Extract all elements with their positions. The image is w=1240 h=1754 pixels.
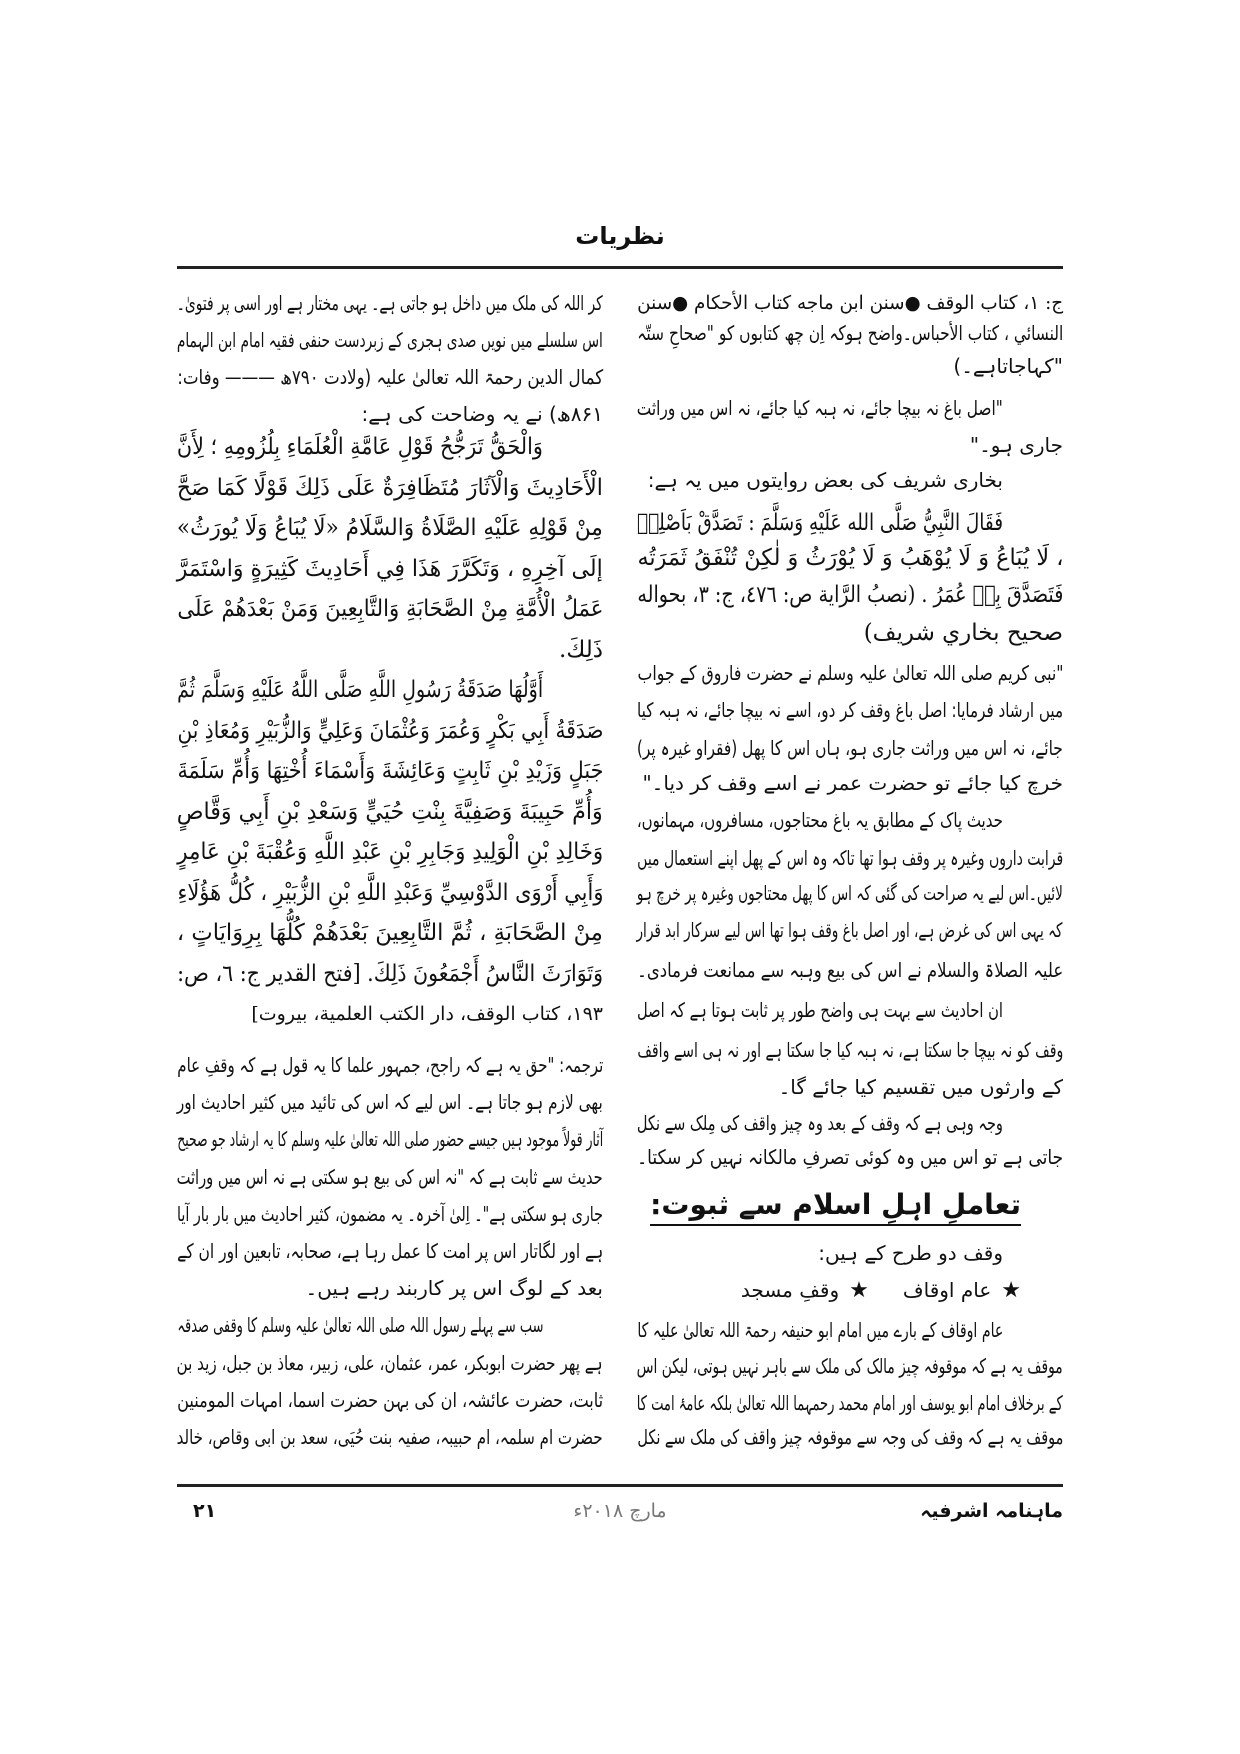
- line-text: "کہاجاتاہے۔): [953, 354, 1063, 378]
- text-line: [177, 1199, 603, 1229]
- line-text: حدیث سے ثابت ہے کہ "نہ اس کی بیع ہو سکتی ہے نہ اس میں وراثت: [176, 1164, 603, 1189]
- text-line: [177, 1087, 603, 1117]
- text-line: [637, 733, 1063, 763]
- text-line: [637, 995, 1063, 1025]
- line-text: آثار قولاً موجود ہیں جیسے حضور صلی اللہ تعالیٰ علیہ وسلم کا یہ ارشاد جو صحیح: [176, 1127, 603, 1152]
- line-text: فَتَصَدَّقَ بِهٖ عُمَرُ . (نصبُ الرَّاية ص: ٤٧٦، ج: ٣، بحواله: [637, 582, 1063, 608]
- line-text: وَأُمِّ حَبِيبَةَ وَصَفِيَّةَ بِنْتِ حُيَيٍّ وَسَعْدِ بْنِ أَبِي وَقَّاصٍ: [176, 798, 603, 825]
- line-text: أَوَّلُهَا صَدَقَةُ رَسُولِ اللَّهِ صَلَّى اللَّهُ عَلَيْهِ وَسَلَّمَ ثُمَّ: [176, 677, 543, 703]
- text-line: [177, 362, 603, 392]
- line-text: صحيح بخاري شريف): [863, 620, 1063, 646]
- line-text: النسائي ، کتاب الأحباس۔واضح ہوکہ اِن چھ کتابوں کو "صحاحِ ستّہ: [637, 321, 1063, 345]
- right-column: [637, 0, 1063, 1754]
- text-line: [637, 351, 1063, 381]
- line-text: ان احادیث سے بہت ہی واضح طور پر ثابت ہوتا ہے کہ اصل: [637, 998, 1003, 1022]
- text-line: [177, 833, 603, 871]
- line-text: وجہ وہی ہے کہ وقف کے بعد وہ چیز واقف کی مِلک سے نکل: [636, 1111, 1003, 1135]
- text-line: [637, 318, 1063, 348]
- text-line: [177, 671, 603, 709]
- line-text: مِنْ قَوْلِهِ عَلَيْهِ الصَّلَاةُ وَالسَّلَامُ «لَا يُبَاعُ وَلَا يُورَثُ»: [177, 515, 603, 541]
- text-line: [177, 999, 603, 1029]
- line-text: بھی لازم ہو جاتا ہے۔ اس لیے کہ اس کی تائید میں کثیر احادیث اور: [177, 1090, 603, 1115]
- line-text: خرچ کیا جائے تو حضرت عمر نے اسے وقف کر دیا۔": [642, 771, 1063, 795]
- text-line: [177, 428, 603, 466]
- line-text: بخاری شریف کی بعض روایتوں میں یہ ہے:: [647, 468, 1003, 492]
- text-line: [637, 465, 1063, 495]
- line-text: موقف یہ ہے کہ وقف کی وجہ سے موقوفہ چیز واقف کی ملک سے نکل: [636, 1425, 1063, 1449]
- line-text: الْأَحَادِيثَ وَالْآثَارَ مُتَظَافِرَةٌ عَلَى ذَلِكَ قَوْلًا كَمَا صَحَّ: [176, 474, 603, 501]
- line-text: جاری ہو سکتی ہے"۔ اِلیٰ آخرہ۔ یہ مضمون، کثیر احادیث میں بار بار آیا: [176, 1201, 603, 1226]
- line-text: حدیث پاک کے مطابق یہ باغ محتاجوں، مسافروں، مہمانوں،: [637, 808, 1003, 832]
- text-line: [637, 1315, 1063, 1345]
- line-text: وَتَوَارَثَ النَّاسُ أَجْمَعُونَ ذَلِكَ. [فتح القدير ج: ٦، ص:: [177, 960, 603, 987]
- line-text: جاتی ہے تو اس میں وہ کوئی تصرفِ مالکانہ نہیں کر سکتا۔: [637, 1145, 1063, 1169]
- text-line: [177, 1422, 603, 1452]
- text-line: [637, 288, 1063, 318]
- text-line: [637, 915, 1063, 945]
- text-line: [177, 1348, 603, 1378]
- footer-rule: [177, 1484, 1063, 1487]
- text-line: [177, 399, 603, 429]
- text-line: [177, 914, 603, 952]
- text-line: [177, 288, 603, 318]
- text-line: [637, 1142, 1063, 1172]
- text-line: [637, 1422, 1063, 1452]
- bullet-list: [637, 1275, 1063, 1305]
- text-line: [177, 325, 603, 355]
- text-line: [637, 1351, 1063, 1381]
- line-text: عام اوقاف کے بارے میں امام ابو حنیفہ رحمۃ اللہ تعالیٰ علیہ کا: [637, 1318, 1003, 1342]
- line-text: ذَلِكَ.: [559, 636, 603, 663]
- text-line: [637, 878, 1063, 908]
- line-text: میں ارشاد فرمایا: اصل باغ وقف کر دو، اسے نہ بیچا جائے، نہ ہبہ کیا: [636, 698, 1063, 722]
- text-line: [637, 1108, 1063, 1138]
- line-text: ۸۶۱ھ) نے یہ وضاحت کی ہے:: [361, 402, 603, 426]
- text-line: [177, 550, 603, 588]
- line-text: کے برخلاف امام ابو یوسف اور امام محمد رحمہما اللہ تعالیٰ بلکہ عامۂ امت کا: [636, 1391, 1063, 1415]
- left-column: [177, 0, 603, 1754]
- line-text: ہے پھر حضرت ابوبکر، عمر، عثمان، علی، زبیر، معاذ بن جبل، زید بن: [177, 1350, 603, 1375]
- line-text: وَخَالِدِ بْنِ الْوَلِيدِ وَجَابِرِ بْنِ عَبْدِ اللَّهِ وَعُقْبَةَ بْنِ عَامِرٍ: [177, 839, 603, 865]
- text-line: [637, 539, 1063, 577]
- text-line: [177, 1050, 603, 1080]
- text-line: [177, 1310, 603, 1340]
- line-text: وَأَبِي أَرْوَى الدَّوْسِيِّ وَعَبْدِ اللَّهِ بْنِ الزُّبَيْرِ ، كُلُّ هَؤُلَاءِ: [177, 879, 603, 906]
- line-text: جَبَلٍ وَزَيْدِ بْنِ ثَابِتٍ وَعَائِشَةَ وَأَسْمَاءَ أُخْتِهَا وَأُمِّ سَلَمَةَ: [176, 758, 603, 784]
- star-icon: ★: [1001, 1278, 1021, 1303]
- line-text: عَمَلُ الْأُمَّةِ مِنْ الصَّحَابَةِ وَالتَّابِعِينَ وَمَنْ بَعْدَهُمْ عَلَى: [176, 596, 603, 622]
- line-text: جائے، نہ اس میں وراثت جاری ہو، ہاں اس کا پھل (فقراو غیرہ پر): [636, 736, 1063, 760]
- text-line: [177, 1385, 603, 1415]
- line-text: قرابت داروں وغیرہ پر وقف ہوا تھا تاکہ وہ اس کے پھل اپنے استعمال میں: [636, 846, 1063, 870]
- text-line: [637, 768, 1063, 798]
- text-line: [637, 614, 1063, 652]
- text-line: [637, 393, 1063, 423]
- magazine-name: ماہنامہ اشرفیہ: [920, 1500, 1063, 1522]
- page-number: ۲۱: [193, 1500, 217, 1522]
- line-text: وقف کو نہ بیچا جا سکتا ہے، نہ ہبہ کیا جا سکتا ہے اور نہ ہی اسے واقف: [637, 1038, 1063, 1062]
- line-text: تعاملِ اہلِ اسلام سے ثبوت:: [650, 1186, 1021, 1226]
- text-line: [177, 1124, 603, 1154]
- text-line: [177, 1273, 603, 1303]
- line-text: کر اللہ کی ملک میں داخل ہو جاتی ہے۔ یہی مختار ہے اور اسی پر فتویٰ۔: [177, 291, 603, 315]
- text-line: [177, 469, 603, 507]
- line-text: ثابت، حضرت عائشہ، ان کی بہن حضرت اسما، امہات المومنین: [177, 1387, 603, 1412]
- text-line: [637, 504, 1063, 542]
- text-line: [177, 752, 603, 790]
- line-text: فَقَالَ النَّبِيُّ صَلَّى الله عَلَيْهِ وَسَلَّمَ : تَصَدَّقْ بَاَصْلِهٖ: [637, 510, 1003, 536]
- line-text: إلَى آخِرِهِ ، وَتَكَرَّرَ هَذَا فِي أَحَادِيثَ كَثِيرَةٍ وَاسْتَمَرَّ: [177, 555, 603, 582]
- text-line: [637, 695, 1063, 725]
- line-text: وقف دو طرح کے ہیں:: [818, 1241, 1003, 1265]
- text-line: [177, 712, 603, 750]
- text-line: [637, 576, 1063, 614]
- text-line: [637, 955, 1063, 985]
- list-item: عام اوقاف: [902, 1278, 992, 1302]
- text-line: [637, 1035, 1063, 1065]
- line-text: کے وارثوں میں تقسیم کیا جائے گا۔: [778, 1075, 1063, 1099]
- issue-date: مارچ ۲۰۱۸ء: [573, 1500, 667, 1522]
- line-text: جاری ہو۔": [969, 433, 1063, 457]
- section-heading: [637, 1183, 1063, 1227]
- text-line: [177, 793, 603, 831]
- line-text: مِنْ الصَّحَابَةِ ، ثُمَّ التَّابِعِينَ بَعْدَهُمْ كُلُّهَا بِرِوَايَاتٍ ،: [176, 920, 603, 946]
- text-line: [177, 1236, 603, 1266]
- text-line: [637, 1388, 1063, 1418]
- text-line: [637, 843, 1063, 873]
- line-text: ہے اور لگاتار اس پر امت کا عمل رہا ہے، صحابہ، تابعین اور ان کے: [176, 1239, 603, 1263]
- line-text: ، لَا يُبَاعُ وَ لَا يُوْهَبُ وَ لَا يُوْرَثُ وَ لٰكِنْ تُنْفَقُ ثَمَرَتُه: [637, 545, 1063, 571]
- line-text: "اصل باغ نہ بیچا جائے، نہ ہبہ کیا جائے، نہ اس میں وراثت: [637, 396, 1003, 420]
- text-line: [177, 509, 603, 547]
- text-line: [177, 631, 603, 669]
- line-text: کہ یہی اس کی غرض ہے، اور اصل باغ وقف ہوا تھا اس لیے سرکار ابد قرار: [636, 918, 1063, 942]
- line-text: کمال الدین رحمۃ اللہ تعالیٰ علیہ (ولادت ۷۹۰ھ ——— وفات:: [176, 365, 603, 389]
- line-text: لائیں۔اس لیے یہ صراحت کی گئی کہ اس کا پھل محتاجوں وغیرہ پر خرچ ہو: [637, 881, 1063, 905]
- text-line: [637, 805, 1063, 835]
- text-line: [637, 1238, 1063, 1268]
- text-line: [177, 955, 603, 993]
- text-line: [177, 1162, 603, 1192]
- section-title: نظریات: [575, 222, 665, 250]
- text-line: [177, 874, 603, 912]
- text-line: [637, 430, 1063, 460]
- line-text: اس سلسلے میں نویں صدی ہجری کے زبردست حنفی فقیہ امام ابن الہمام: [176, 328, 603, 352]
- line-text: بعد کے لوگ اس پر کاربند رہے ہیں۔: [305, 1276, 603, 1301]
- line-text: "نبی کریم صلی اللہ تعالیٰ علیہ وسلم نے حضرت فاروق کے جواب: [637, 661, 1063, 685]
- text-line: [637, 1072, 1063, 1102]
- line-text: ١٩٣، كتاب الوقف، دار الكتب العلمية، بيروت]: [251, 1003, 603, 1025]
- text-line: [177, 590, 603, 628]
- text-line: [637, 658, 1063, 688]
- line-text: موقف یہ ہے کہ موقوفہ چیز مالک کی ملک سے باہر نہیں ہوتی، لیکن اس: [636, 1354, 1063, 1378]
- star-icon: ★: [849, 1278, 869, 1303]
- line-text: ج: ۱، کتاب الوقف ●سنن ابن ماجه کتاب الأحکام ●سنن: [637, 292, 1063, 314]
- line-text: ترجمہ: "حق یہ ہے کہ راجح، جمہور علما کا یہ قول ہے کہ وقفِ عام: [176, 1053, 603, 1077]
- line-text: سب سے پہلے رسول اللہ صلی اللہ تعالیٰ علیہ وسلم کا وقفی صدقہ: [176, 1313, 543, 1338]
- list-item: وقفِ مسجد: [740, 1278, 840, 1302]
- line-text: علیہ الصلاۃ والسلام نے اس کی بیع وہبہ سے ممانعت فرمادی۔: [636, 958, 1063, 982]
- line-text: وَالْحَقُّ تَرَجُّحُ قَوْلِ عَامَّةِ الْعُلَمَاءِ بِلُزُومِهِ ؛ لِأَنَّ: [176, 434, 543, 460]
- line-text: صَدَقَةُ أَبِي بَكْرٍ وَعُمَرَ وَعُثْمَانَ وَعَلِيٍّ وَالزُّبَيْرِ وَمُعَاذِ بْنِ: [176, 717, 603, 744]
- line-text: حضرت ام سلمہ، ام حبیبہ، صفیہ بنت حُیَی، سعد بن ابی وقاص، خالد: [177, 1425, 603, 1449]
